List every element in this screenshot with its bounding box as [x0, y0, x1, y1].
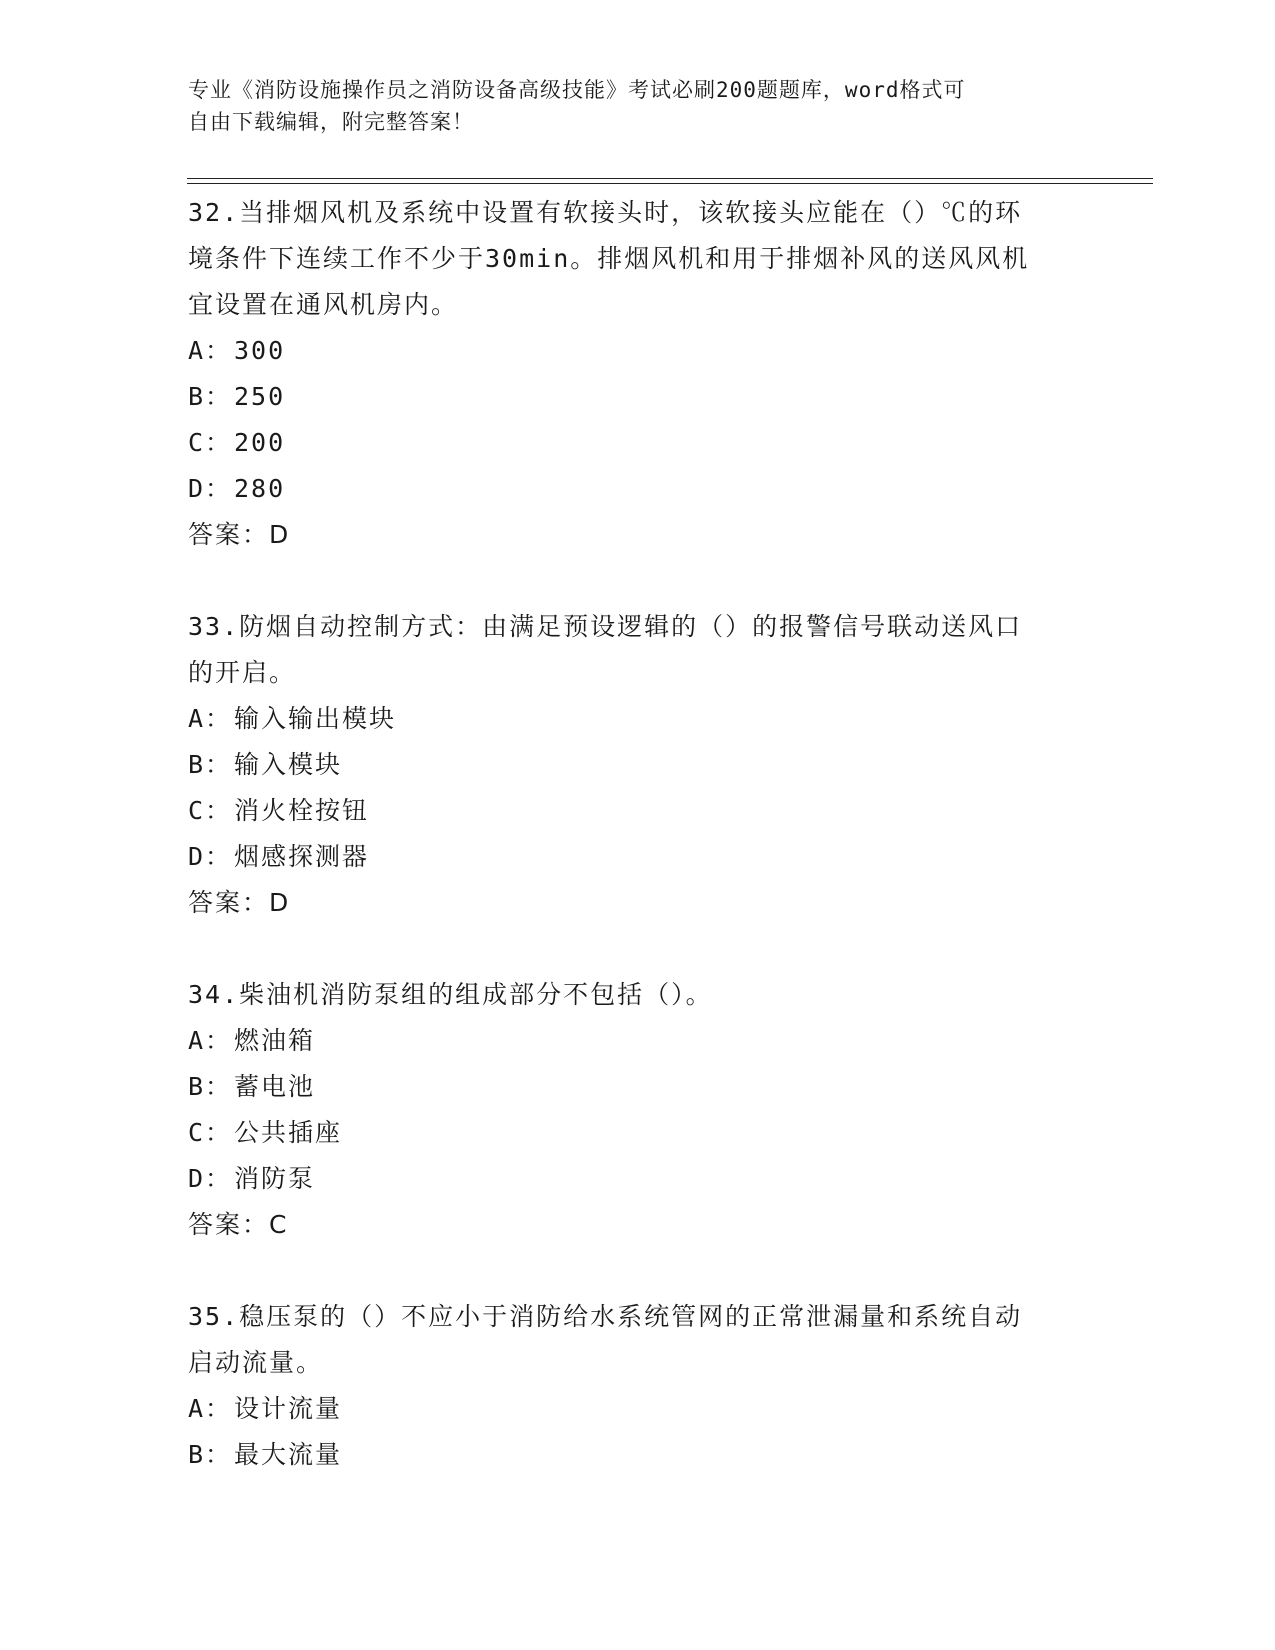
option-key: C： [188, 796, 233, 825]
question-stem-line: 的开启。 [188, 658, 297, 687]
question-stem-line: 33.防烟自动控制方式：由满足预设逻辑的（）的报警信号联动送风口 [188, 612, 1023, 641]
option-key: C： [188, 1118, 233, 1147]
question-list [188, 190, 1088, 1478]
option-text: 280 [234, 474, 286, 503]
option-text: 最大流量 [234, 1440, 343, 1469]
option-text: 公共插座 [234, 1118, 343, 1147]
question-stem-line: 宜设置在通风机房内。 [188, 290, 459, 319]
header-divider-bottom [187, 183, 1153, 184]
question-spacer [188, 1248, 1088, 1294]
option-d [188, 834, 1088, 880]
option-key: B： [188, 1440, 233, 1469]
question-35 [188, 1294, 1088, 1478]
option-a [188, 696, 1088, 742]
option-text: 消防泵 [234, 1164, 316, 1193]
option-key: D： [188, 474, 233, 503]
option-text: 200 [234, 428, 286, 457]
option-text: 设计流量 [234, 1394, 343, 1423]
option-text: 输入模块 [234, 750, 343, 779]
option-text: 300 [234, 336, 286, 365]
option-text: 蓄电池 [234, 1072, 316, 1101]
option-text: 输入输出模块 [234, 704, 397, 733]
question-stem-line: 35.稳压泵的（）不应小于消防给水系统管网的正常泄漏量和系统自动 [188, 1302, 1023, 1331]
option-c [188, 420, 1088, 466]
option-key: C： [188, 428, 233, 457]
question-32 [188, 190, 1088, 558]
option-key: B： [188, 382, 233, 411]
question-33 [188, 604, 1088, 926]
option-key: A： [188, 1394, 233, 1423]
option-key: B： [188, 1072, 233, 1101]
option-b [188, 374, 1088, 420]
header-line-1: 专业《消防设施操作员之消防设备高级技能》考试必刷200题题库，word格式可 [188, 78, 966, 102]
question-spacer [188, 558, 1088, 604]
question-stem-line: 启动流量。 [188, 1348, 324, 1377]
option-key: A： [188, 1026, 233, 1055]
header-divider-top [187, 178, 1153, 179]
option-key: A： [188, 704, 233, 733]
option-b [188, 742, 1088, 788]
option-a [188, 1386, 1088, 1432]
option-text: 250 [234, 382, 286, 411]
option-b [188, 1432, 1088, 1478]
answer-label: 答案：C [188, 1210, 289, 1239]
question-stem-line: 34.柴油机消防泵组的组成部分不包括（）。 [188, 980, 713, 1009]
answer-label: 答案：D [188, 520, 291, 549]
question-34 [188, 972, 1088, 1248]
option-key: B： [188, 750, 233, 779]
option-key: D： [188, 842, 233, 871]
option-key: A： [188, 336, 233, 365]
option-d [188, 466, 1088, 512]
option-text: 燃油箱 [234, 1026, 316, 1055]
option-text: 烟感探测器 [234, 842, 370, 871]
question-spacer [188, 926, 1088, 972]
question-stem-line: 境条件下连续工作不少于30min。排烟风机和用于排烟补风的送风风机 [188, 244, 1030, 273]
document-header [188, 74, 1088, 138]
option-b [188, 1064, 1088, 1110]
option-c [188, 788, 1088, 834]
header-line-2: 自由下载编辑，附完整答案！ [188, 110, 474, 134]
option-text: 消火栓按钮 [234, 796, 370, 825]
option-a [188, 328, 1088, 374]
option-d [188, 1156, 1088, 1202]
option-c [188, 1110, 1088, 1156]
option-key: D： [188, 1164, 233, 1193]
option-a [188, 1018, 1088, 1064]
answer-label: 答案：D [188, 888, 291, 917]
question-stem-line: 32.当排烟风机及系统中设置有软接头时，该软接头应能在（）℃的环 [188, 198, 1023, 227]
